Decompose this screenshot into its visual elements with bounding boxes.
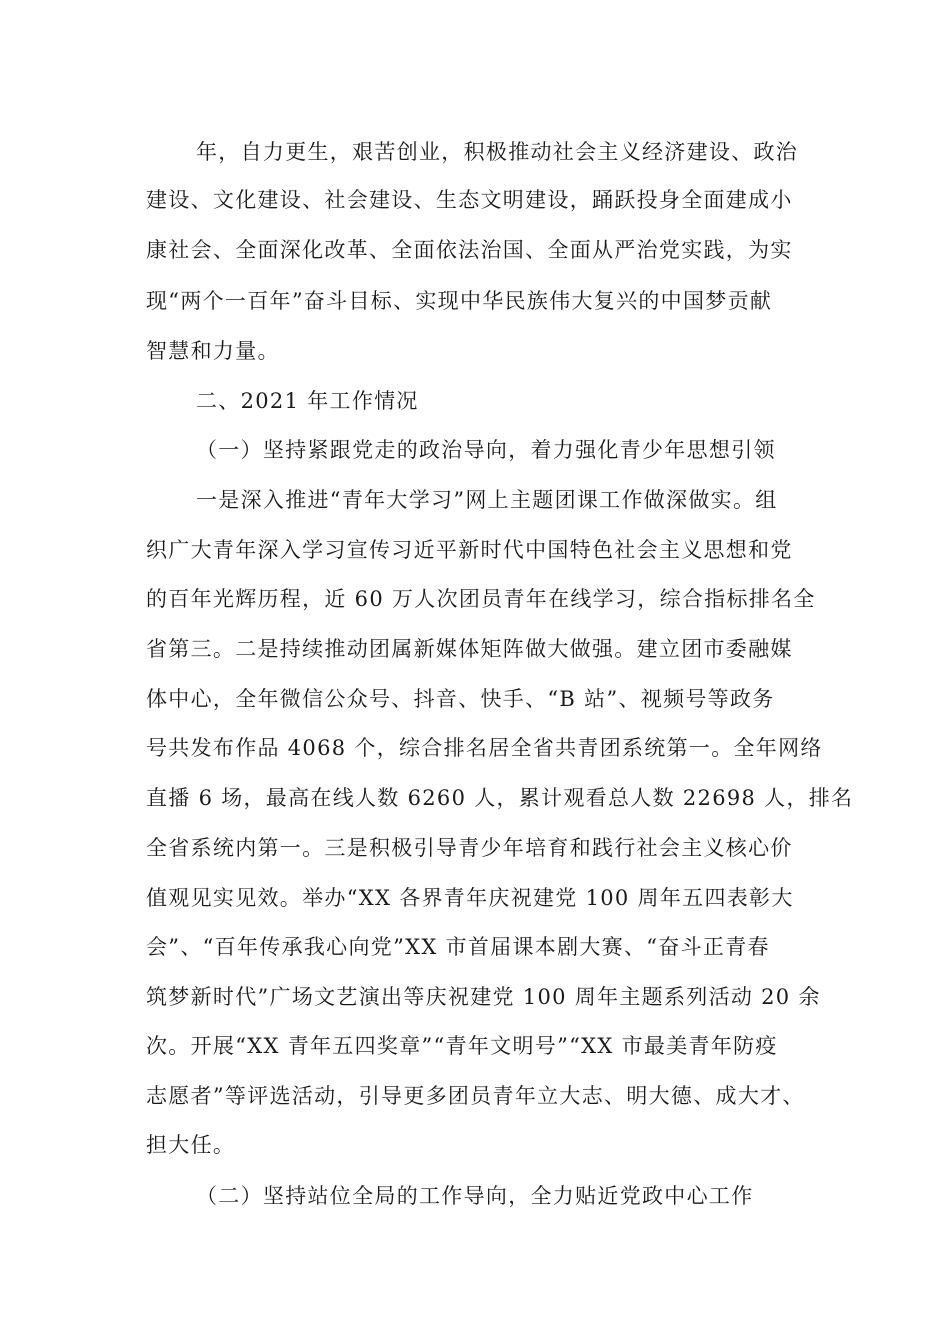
- text-line: 省第三。二是持续推动团属新媒体矩阵做大做强。建立团市委融媒: [146, 637, 793, 661]
- text-line: 体中心，全年微信公众号、抖音、快手、“B 站”、视频号等政务: [146, 687, 775, 711]
- text-line: 现“两个一百年”奋斗目标、实现中华民族伟大复兴的中国梦贡献: [146, 289, 773, 313]
- section-heading: 二、2021 年工作情况: [196, 389, 419, 413]
- text-line: 直播 6 场，最高在线人数 6260 人，累计观看总人数 22698 人，排名: [146, 786, 854, 810]
- text-line: 号共发布作品 4068 个，综合排名居全省共青团系统第一。全年网络: [146, 736, 823, 760]
- text-line: 一是深入推进“青年大学习”网上主题团课工作做深做实。组: [196, 488, 778, 512]
- text-line: 智慧和力量。: [146, 339, 280, 363]
- text-line: 织广大青年深入学习宣传习近平新时代中国特色社会主义思想和党: [146, 538, 793, 562]
- text-line: 次。开展“XX 青年五四奖章”“青年文明号”“XX 市最美青年防疫: [146, 1034, 778, 1058]
- subsection-heading: （二）坚持站位全局的工作导向，全力贴近党政中心工作: [196, 1184, 754, 1208]
- text-line: 筑梦新时代”广场文艺演出等庆祝建党 100 周年主题系列活动 20 余: [146, 985, 821, 1009]
- text-line: 会”、“百年传承我心向党”XX 市首届课本剧大赛、“奋斗正青春: [146, 935, 770, 959]
- text-line: 的百年光辉历程，近 60 万人次团员青年在线学习，综合指标排名全: [146, 587, 816, 611]
- text-line: 担大任。: [146, 1133, 236, 1157]
- subsection-heading: （一）坚持紧跟党走的政治导向，着力强化青少年思想引领: [196, 438, 776, 462]
- text-line: 全省系统内第一。三是积极引导青少年培育和践行社会主义核心价: [146, 836, 793, 860]
- text-line: 志愿者”等评选活动，引导更多团员青年立大志、明大德、成大才、: [146, 1084, 805, 1108]
- text-line: 建设、文化建设、社会建设、生态文明建设，踊跃投身全面建成小: [146, 188, 793, 212]
- text-line: 值观见实见效。举办“XX 各界青年庆祝建党 100 周年五四表彰大: [146, 886, 794, 910]
- text-line: 年，自力更生，艰苦创业，积极推动社会主义经济建设、政治: [196, 140, 799, 164]
- text-line: 康社会、全面深化改革、全面依法治国、全面从严治党实践，为实: [146, 238, 793, 262]
